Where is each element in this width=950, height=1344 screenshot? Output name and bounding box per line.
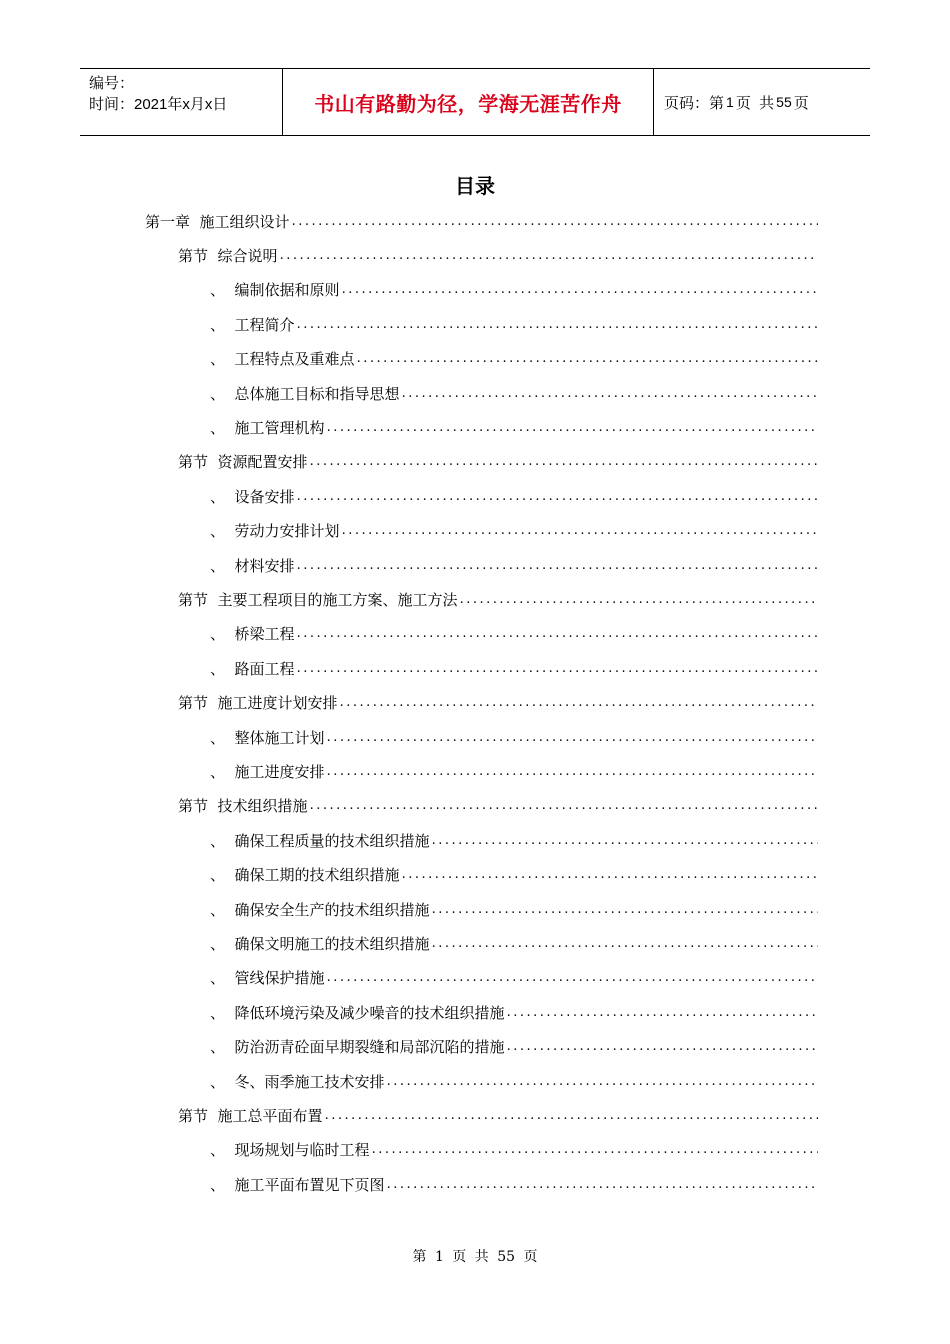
toc-entry-number: 、: [210, 659, 235, 678]
toc-entry-number: 、: [210, 556, 235, 575]
toc-entry[interactable]: [210, 862, 818, 888]
toc-entry[interactable]: [178, 242, 818, 268]
toc-entry-number: 、: [210, 866, 235, 885]
toc-entry-number: 、: [210, 487, 235, 506]
toc-dot-leader: [357, 351, 818, 366]
toc-entry-label: 管线保护措施: [234, 969, 325, 988]
toc-dot-leader: [280, 248, 818, 263]
toc-dot-leader: [342, 523, 818, 538]
toc-entry[interactable]: [210, 518, 818, 544]
toc-entry-number: 第一章: [145, 212, 200, 231]
toc-dot-leader: [297, 661, 818, 676]
header-page-mid: 页 共: [735, 94, 775, 112]
toc-dot-leader: [460, 592, 818, 607]
toc-entry-number: 、: [210, 418, 235, 437]
toc-entry[interactable]: [178, 586, 818, 612]
toc-entry[interactable]: [210, 758, 818, 784]
toc-entry-label: 确保工期的技术组织措施: [234, 866, 400, 885]
toc-entry[interactable]: [210, 965, 818, 991]
toc-entry-label: 材料安排: [234, 556, 295, 575]
toc-entry-number: 、: [210, 1175, 235, 1194]
toc-entry-number: 第节: [178, 797, 218, 816]
toc-entry-label: 劳动力安排计划: [234, 522, 340, 541]
toc-entry-number: 、: [210, 1003, 235, 1022]
toc-entry[interactable]: [178, 690, 818, 716]
header-page-info: [654, 69, 870, 135]
toc-entry[interactable]: [210, 827, 818, 853]
toc-entry-label: 确保安全生产的技术组织措施: [234, 900, 430, 919]
toc-dot-leader: [297, 626, 818, 641]
toc-entry-label: 施工平面布置见下页图: [234, 1175, 385, 1194]
toc-entry-number: 、: [210, 969, 235, 988]
toc-entry[interactable]: [210, 277, 818, 303]
toc-entry-number: 、: [210, 625, 235, 644]
toc-entry-number: 、: [210, 384, 235, 403]
toc-entry-label: 工程特点及重难点: [234, 350, 355, 369]
toc-entry-number: 、: [210, 728, 235, 747]
toc-dot-leader: [325, 1108, 818, 1123]
toc-dot-leader: [327, 420, 818, 435]
toc-entry[interactable]: [210, 621, 818, 647]
toc-dot-leader: [297, 489, 818, 504]
toc-title: 目录: [455, 174, 495, 198]
toc-entry-number: 、: [210, 350, 235, 369]
toc-entry-label: 设备安排: [234, 487, 295, 506]
toc-dot-leader: [387, 1074, 818, 1089]
toc-entry-label: 资源配置安排: [217, 453, 308, 472]
toc-entry-number: 、: [210, 934, 235, 953]
header-motto: 书山有路勤为径，学海无涯苦作舟: [282, 69, 654, 135]
toc-entry-label: 现场规划与临时工程: [234, 1141, 370, 1160]
toc-entry-label: 工程简介: [234, 315, 295, 334]
header-page-total: 55: [776, 94, 792, 110]
header-time-label: 时间：2021年x月x日: [89, 96, 228, 113]
toc-dot-leader: [297, 317, 818, 332]
toc-entry-number: 、: [210, 1038, 235, 1057]
toc-entry[interactable]: [210, 380, 818, 406]
toc-entry-number: 第节: [178, 1106, 218, 1125]
toc-entry[interactable]: [210, 896, 818, 922]
toc-entry-label: 降低环境污染及减少噪音的技术组织措施: [234, 1003, 505, 1022]
toc-entry-number: 第节: [178, 694, 218, 713]
toc-entry-label: 施工管理机构: [234, 418, 325, 437]
toc-entry-number: 第节: [178, 453, 218, 472]
toc-entry-number: 、: [210, 1141, 235, 1160]
toc-entry[interactable]: [210, 930, 818, 956]
toc-dot-leader: [292, 214, 818, 229]
toc-entry[interactable]: [210, 311, 818, 337]
toc-dot-leader: [372, 1142, 818, 1157]
toc-entry[interactable]: [210, 1068, 818, 1094]
toc-entry[interactable]: [210, 1137, 818, 1163]
toc-dot-leader: [327, 764, 818, 779]
toc-entry[interactable]: [145, 208, 818, 234]
toc-entry-label: 技术组织措施: [217, 797, 308, 816]
toc-entry-number: 、: [210, 1072, 235, 1091]
toc-entry-number: 、: [210, 831, 235, 850]
toc-entry-number: 、: [210, 281, 235, 300]
header-number-label: 编号：: [89, 75, 135, 92]
toc-entry[interactable]: [178, 793, 818, 819]
toc-entry-label: 路面工程: [234, 659, 295, 678]
toc-dot-leader: [342, 282, 818, 297]
toc-entry-label: 确保工程质量的技术组织措施: [234, 831, 430, 850]
toc-dot-leader: [340, 695, 818, 710]
toc-entry-label: 主要工程项目的施工方案、施工方法: [217, 590, 458, 609]
toc-entry[interactable]: [210, 414, 818, 440]
toc-entry[interactable]: [178, 1102, 818, 1128]
toc-dot-leader: [310, 454, 818, 469]
toc-dot-leader: [507, 1039, 818, 1054]
header-page-prefix: 页码：第: [664, 94, 725, 112]
toc-entry[interactable]: [210, 1034, 818, 1060]
toc-entry-label: 总体施工目标和指导思想: [234, 384, 400, 403]
header-page-current: 1: [726, 94, 734, 110]
page-footer: 第 1 页 共 55 页: [412, 1249, 538, 1265]
toc-entry[interactable]: [210, 483, 818, 509]
toc-entry[interactable]: [210, 655, 818, 681]
toc-entry-label: 编制依据和原则: [234, 281, 340, 300]
toc-entry-label: 确保文明施工的技术组织措施: [234, 934, 430, 953]
toc-dot-leader: [432, 833, 818, 848]
toc-dot-leader: [402, 867, 818, 882]
toc-entry[interactable]: [210, 346, 818, 372]
toc-dot-leader: [432, 902, 818, 917]
toc-entry-label: 施工进度安排: [234, 762, 325, 781]
toc-entry-label: 施工总平面布置: [217, 1106, 323, 1125]
toc-dot-leader: [297, 558, 818, 573]
toc-entry-number: 第节: [178, 246, 218, 265]
header-page-suffix: 页: [793, 94, 809, 112]
toc-dot-leader: [402, 386, 818, 401]
page-header: [80, 68, 870, 136]
toc-entry[interactable]: [210, 552, 818, 578]
toc-entry-label: 施工组织设计: [199, 212, 290, 231]
toc-dot-leader: [432, 936, 818, 951]
toc-entry[interactable]: [178, 449, 818, 475]
toc-entry[interactable]: [210, 724, 818, 750]
toc-entry-label: 冬、雨季施工技术安排: [234, 1072, 385, 1091]
toc-dot-leader: [507, 1005, 818, 1020]
toc-dot-leader: [327, 970, 818, 985]
toc-dot-leader: [387, 1177, 818, 1192]
toc-dot-leader: [310, 798, 818, 813]
toc-entry-number: 、: [210, 315, 235, 334]
toc-entry[interactable]: [210, 1171, 818, 1197]
toc-entry-label: 桥梁工程: [234, 625, 295, 644]
toc-entry-label: 综合说明: [217, 246, 278, 265]
toc-dot-leader: [327, 730, 818, 745]
toc-entry-label: 防治沥青砼面早期裂缝和局部沉陷的措施: [234, 1038, 505, 1057]
header-info: [80, 69, 282, 135]
toc-entry-label: 施工进度计划安排: [217, 694, 338, 713]
toc-entry-label: 整体施工计划: [234, 728, 325, 747]
toc-entry-number: 、: [210, 522, 235, 541]
toc-entry[interactable]: [210, 999, 818, 1025]
toc-entry-number: 第节: [178, 590, 218, 609]
toc-entry-number: 、: [210, 900, 235, 919]
toc-entry-number: 、: [210, 762, 235, 781]
